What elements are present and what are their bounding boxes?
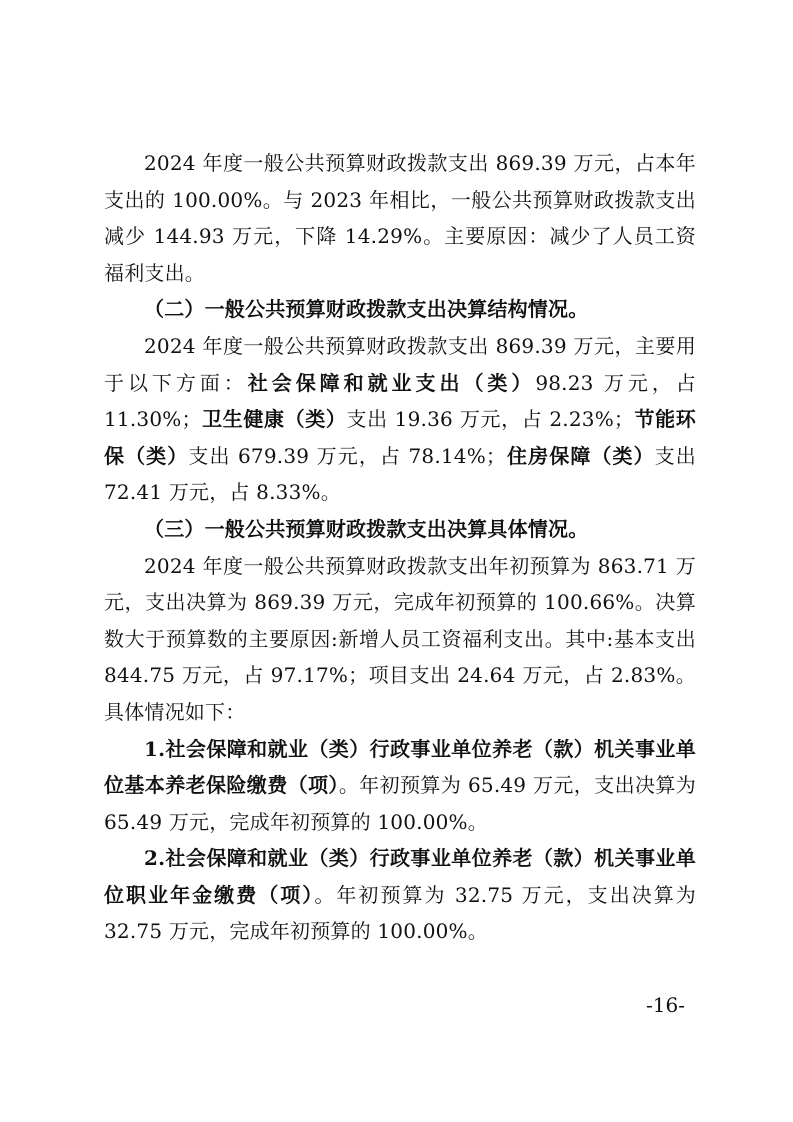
section-heading-structure: （二）一般公共预算财政拨款支出决算结构情况。 xyxy=(144,297,589,322)
category-housing: 住房保障（类） xyxy=(506,443,655,468)
text-run: 98.23 万元，占 11.30%； xyxy=(104,370,696,432)
text-run: 支出 19.36 万元，占 2.23%； xyxy=(346,407,635,432)
category-social-security: 社会保障和就业支出（类） xyxy=(247,370,536,395)
paragraph-expenditure-details: 2024 年度一般公共预算财政拨款支出年初预算为 863.71 万元，支出决算为 869.39 万元，完成年初预算的 100.66%。决算数大于预算数的主要原因:新增人员工资福利支出。其中:基本支出 844.75 万元，占 97.17%；项目支出 24.64 万元，占 2.83%。具体情况如下： xyxy=(104,553,696,724)
document-body xyxy=(104,145,696,950)
list-item-1 xyxy=(104,731,696,841)
category-health: 卫生健康（类） xyxy=(201,407,347,432)
list-item-2-text: 。年初预算为 32.75 万元，支出决算为 32.75 万元，完成年初预算的 100.00%。 xyxy=(104,882,697,944)
section-heading-details: （三）一般公共预算财政拨款支出决算具体情况。 xyxy=(144,516,589,541)
list-item-2 xyxy=(104,840,696,950)
text-run: 支出 72.41 万元，占 8.33%。 xyxy=(104,443,696,505)
paragraph-expenditure-structure xyxy=(104,328,696,511)
page-number: -16- xyxy=(646,993,685,1017)
list-item-2-title: 2.社会保障和就业（类）行政事业单位养老（款）机关事业单位职业年金缴费（项） xyxy=(104,846,696,907)
paragraph-total-expenditure: 2024 年度一般公共预算财政拨款支出 869.39 万元，占本年支出的 100.00%。与 2023 年相比，一般公共预算财政拨款支出减少 144.93 万元，下降 14.29%。主要原因：减少了人员工资福利支出。 xyxy=(104,151,696,285)
text-run: 2024 年度一般公共预算财政拨款支出 869.39 万元，主要用于以下方面： xyxy=(104,333,696,395)
category-environment: 节能环保（类） xyxy=(104,407,696,468)
list-item-1-text: 。年初预算为 65.49 万元，支出决算为 65.49 万元，完成年初预算的 100.00%。 xyxy=(104,773,696,834)
list-item-1-title: 1.社会保障和就业（类）行政事业单位养老（款）机关事业单位基本养老保险缴费（项） xyxy=(104,736,696,798)
text-run: 支出 679.39 万元，占 78.14%； xyxy=(188,443,507,468)
